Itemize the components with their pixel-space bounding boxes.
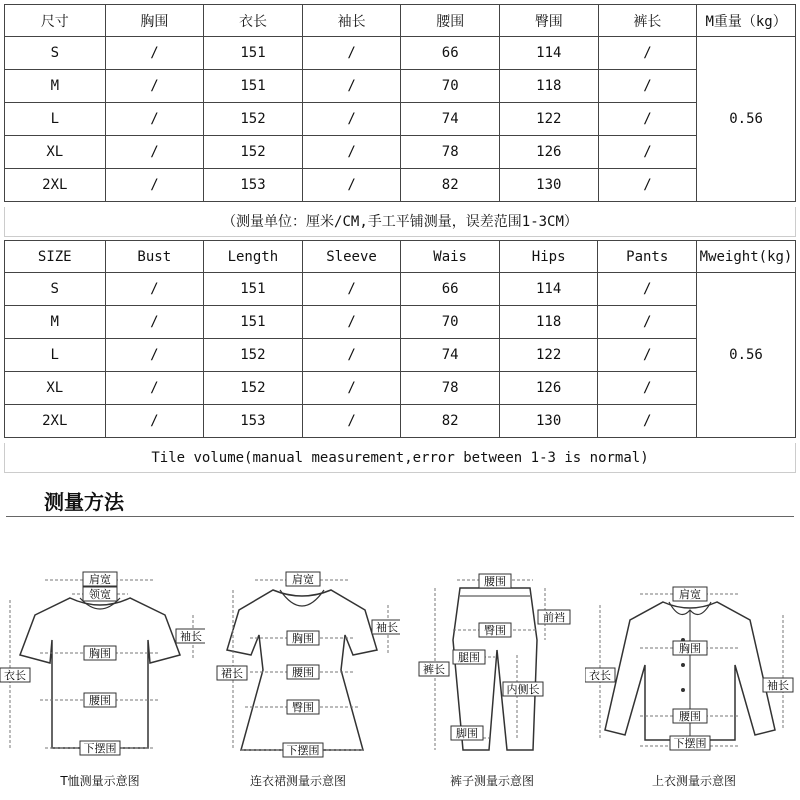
table-cell: / [302,169,401,202]
table-row [5,136,796,169]
header-cell: M重量（kg） [697,5,796,37]
table-cell: 74 [401,339,500,372]
table-row [5,273,796,306]
jacket-shoulder-label: 肩宽 [679,588,701,601]
table-row [5,103,796,136]
table-cell: 122 [500,103,599,136]
table-cell: 74 [401,103,500,136]
size-table-cn [4,4,796,202]
table-cell: M [5,70,106,103]
table-cell: 122 [499,339,598,372]
measurement-note-en: Tile volume(manual measurement,error between 1-3 is normal) [4,443,796,473]
header-cell: 腰围 [401,5,500,37]
table-cell: / [105,372,204,405]
measurement-note-cn: （测量单位：厘米/CM,手工平铺测量，误差范围1-3CM） [4,207,796,237]
table-cell: / [598,136,697,169]
jacket-waist-label: 腰围 [679,710,701,723]
table-row [5,169,796,202]
table-cell: M [5,306,106,339]
table-cell: 151 [204,306,303,339]
jacket-caption: 上衣测量示意图 [651,774,736,788]
table-cell: 114 [499,273,598,306]
dress-length-label: 裙长 [221,667,243,680]
table-cell: / [598,70,697,103]
table-cell: 82 [401,169,500,202]
header-cell: 尺寸 [5,5,106,37]
table-cell: / [105,306,204,339]
table-cell: / [598,405,697,438]
tshirt-length-label: 衣长 [4,669,26,682]
jacket-bust-label: 胸围 [679,642,701,655]
pants-waist-label: 腰围 [484,575,506,588]
size-table-en [4,240,796,438]
jacket-hem-label: 下摆围 [673,737,707,750]
tshirt-caption: T恤测量示意图 [60,774,140,788]
table-cell: / [598,339,697,372]
table-cell: L [5,339,106,372]
table-cell: / [302,37,401,70]
section-divider [6,516,794,517]
table-cell: 152 [204,372,303,405]
pants-thigh-label: 腿围 [458,651,480,664]
table-cell: 151 [204,273,303,306]
table-row [5,405,796,438]
pants-rise-label: 前裆 [543,611,565,624]
header-cell: Pants [598,241,697,273]
table-cell: 66 [401,273,500,306]
table-header-row [5,5,796,37]
table-cell: 126 [500,136,599,169]
table-cell: / [598,372,697,405]
table-cell: 78 [401,136,500,169]
tshirt-bust-label: 胸围 [89,647,111,660]
table-cell: 153 [204,169,303,202]
table-cell: 152 [204,103,303,136]
table-cell: 130 [500,169,599,202]
table-header-row [5,241,796,273]
table-cell: S [5,37,106,70]
header-cell: Wais [401,241,500,273]
jacket-sleeve-label: 袖长 [767,679,789,692]
header-cell: Length [204,241,303,273]
pants-caption: 裤子测量示意图 [449,774,534,788]
table-cell: 118 [500,70,599,103]
table-cell: / [105,169,204,202]
table-cell: / [105,37,204,70]
pants-inseam-label: 内侧长 [506,683,540,696]
jacket-diagram [585,560,795,765]
pants-hips-label: 臀围 [484,624,506,637]
table-cell: / [598,37,697,70]
table-cell: 66 [401,37,500,70]
table-cell: 151 [204,70,303,103]
table-cell: / [302,70,401,103]
table-row [5,339,796,372]
table-cell: 126 [499,372,598,405]
table-cell: / [302,306,401,339]
table-cell: 153 [204,405,303,438]
tshirt-hem-label: 下摆围 [83,742,117,755]
dress-hips-label: 臀围 [292,701,314,714]
table-cell: / [302,405,401,438]
header-cell: 裤长 [598,5,697,37]
measure-method-title: 测量方法 [44,490,124,514]
table-cell: 152 [204,136,303,169]
table-cell: 114 [500,37,599,70]
header-cell: SIZE [5,241,106,273]
pants-leg-label: 脚围 [456,727,478,740]
table-cell: XL [5,372,106,405]
table-cell: 152 [204,339,303,372]
table-cell: S [5,273,106,306]
table-row [5,306,796,339]
table-cell: / [302,372,401,405]
table-cell: / [105,136,204,169]
table-cell: / [598,273,697,306]
header-cell: Bust [105,241,204,273]
table-cell: / [302,339,401,372]
table-cell: 82 [401,405,500,438]
table-cell: 2XL [5,169,106,202]
weight-cell: 0.56 [697,273,796,438]
dress-sleeve-label: 袖长 [376,621,398,634]
tshirt-diagram [0,560,205,765]
table-cell: / [302,273,401,306]
table-cell: / [105,103,204,136]
header-cell: 袖长 [302,5,401,37]
tshirt-waist-label: 腰围 [89,694,111,707]
table-cell: XL [5,136,106,169]
dress-hem-label: 下摆围 [286,744,320,757]
table-row [5,37,796,70]
table-cell: / [598,103,697,136]
table-cell: 2XL [5,405,106,438]
table-cell: / [302,103,401,136]
header-cell: Mweight(kg) [697,241,796,273]
pants-diagram [405,560,580,765]
table-cell: 151 [204,37,303,70]
table-cell: / [105,70,204,103]
header-cell: 臀围 [500,5,599,37]
header-cell: 衣长 [204,5,303,37]
tshirt-collar-label: 领宽 [89,588,111,601]
weight-cell: 0.56 [697,37,796,202]
table-cell: / [105,339,204,372]
table-cell: / [598,306,697,339]
table-cell: / [302,136,401,169]
table-cell: / [105,273,204,306]
dress-caption: 连衣裙测量示意图 [249,774,346,788]
pants-length-label: 裤长 [423,663,445,676]
dress-waist-label: 腰围 [292,666,314,679]
table-cell: 70 [401,306,500,339]
table-cell: 78 [401,372,500,405]
dress-diagram [205,560,400,765]
table-cell: / [598,169,697,202]
table-cell: 130 [499,405,598,438]
table-row [5,70,796,103]
table-cell: / [105,405,204,438]
dress-bust-label: 胸围 [292,632,314,645]
tshirt-sleeve-label: 袖长 [180,630,202,643]
tshirt-shoulder-label: 肩宽 [89,573,111,586]
table-cell: L [5,103,106,136]
dress-shoulder-label: 肩宽 [292,573,314,586]
table-row [5,372,796,405]
header-cell: Sleeve [302,241,401,273]
table-cell: 118 [499,306,598,339]
table-cell: 70 [401,70,500,103]
jacket-length-label: 衣长 [589,669,611,682]
header-cell: Hips [499,241,598,273]
header-cell: 胸围 [105,5,204,37]
